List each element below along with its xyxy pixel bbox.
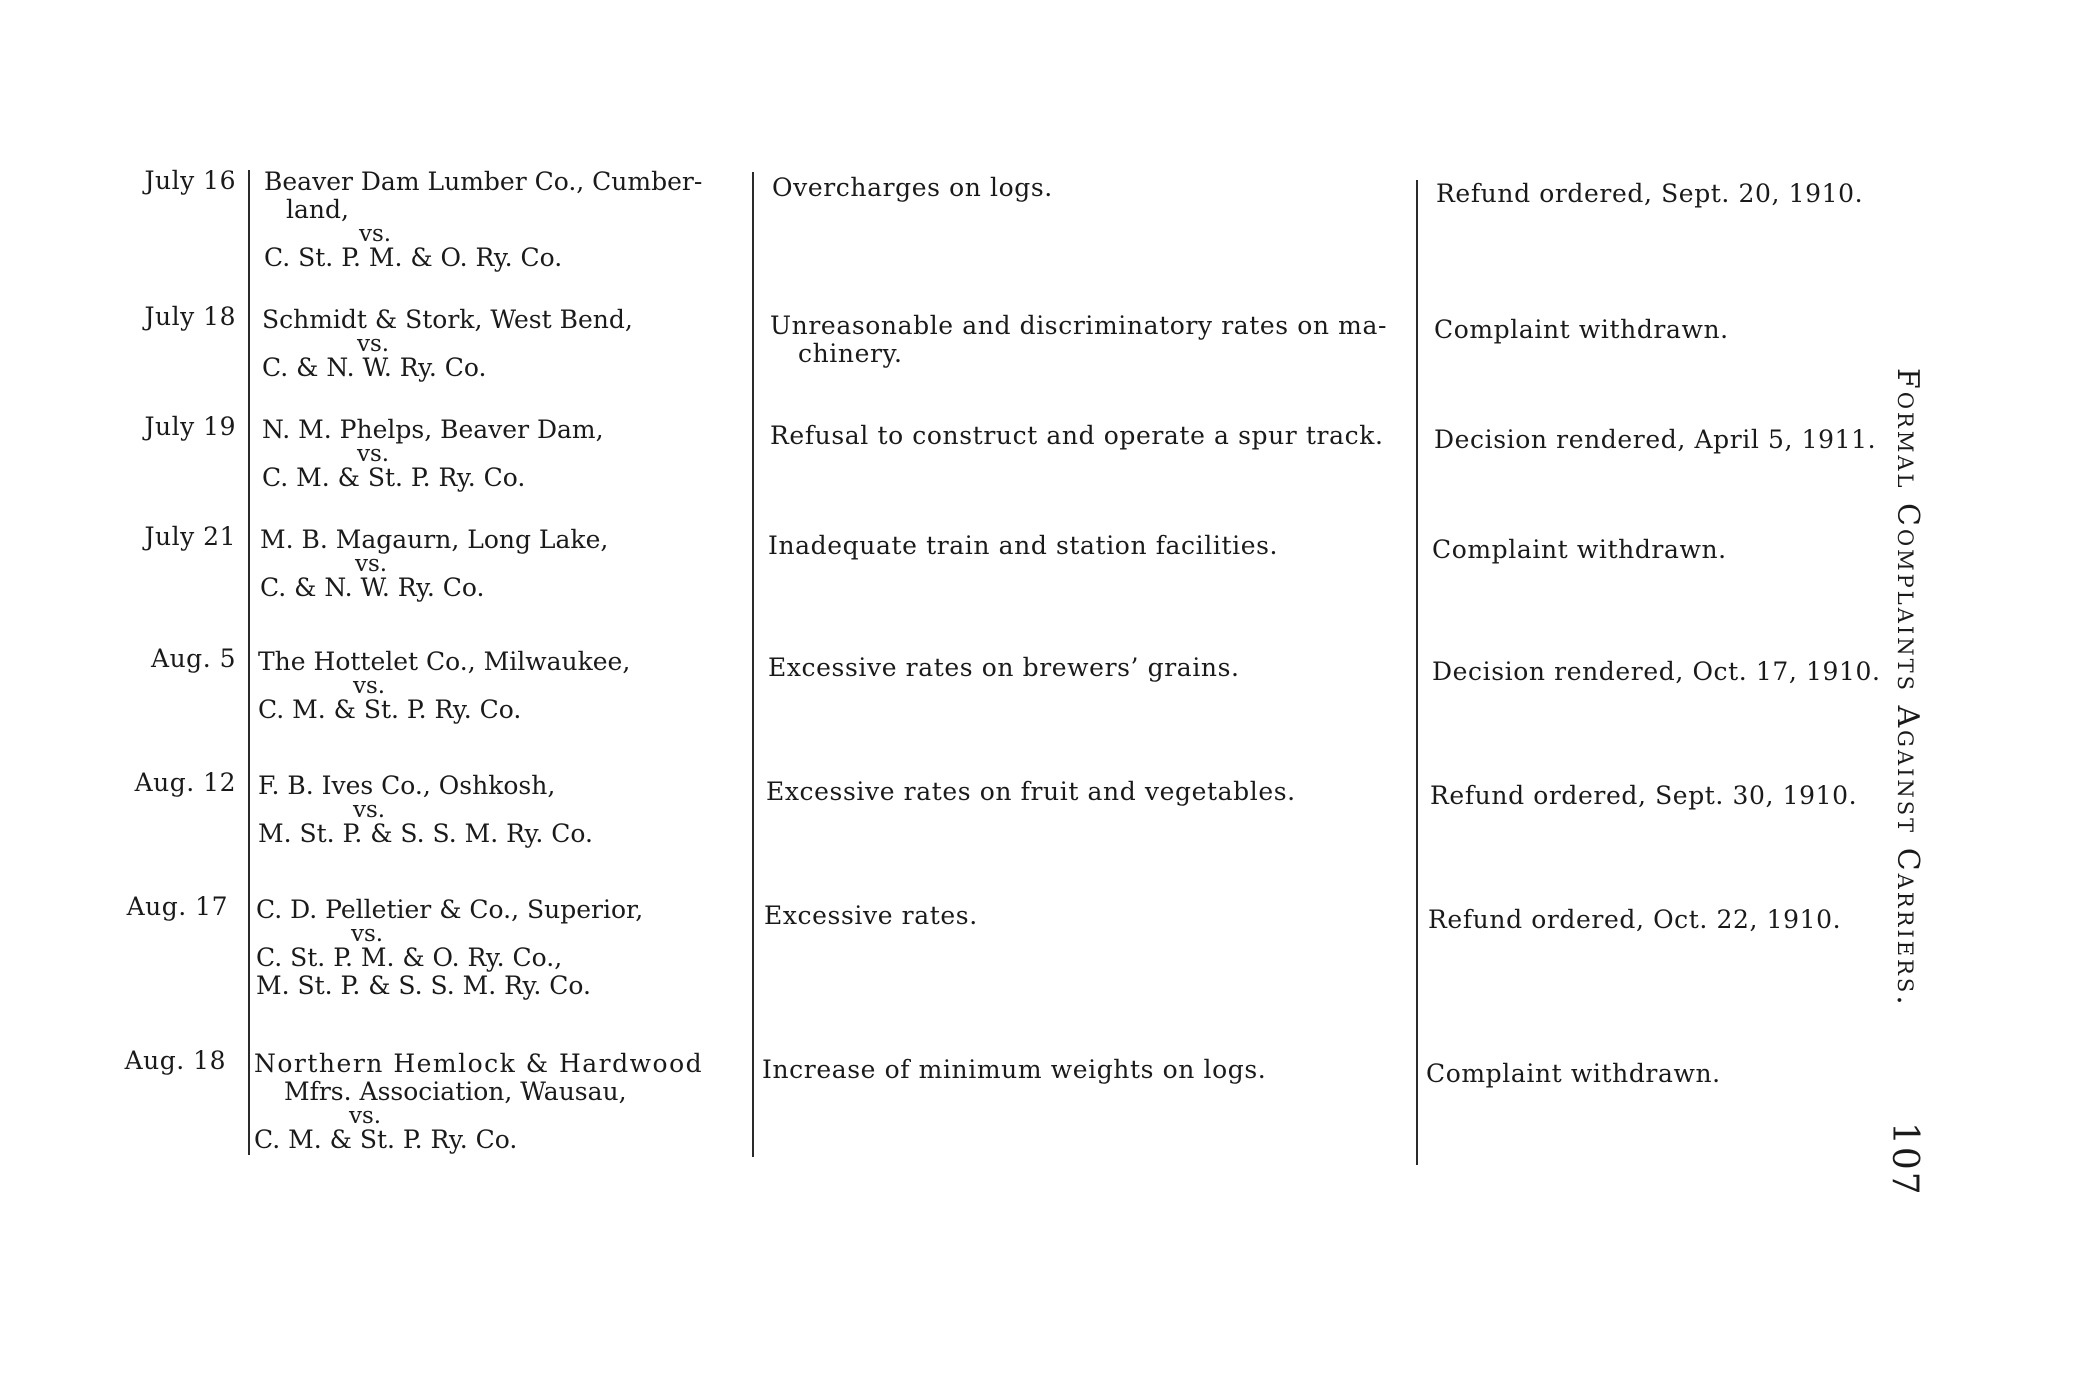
complaint-line: Excessive rates on brewers’ grains.	[768, 653, 1240, 682]
entry-complaint	[768, 532, 1408, 560]
entry-disposition: Refund ordered, Oct. 22, 1910.	[1428, 905, 1842, 934]
versus-label: vs.	[359, 221, 392, 247]
versus-label: vs.	[355, 551, 388, 577]
entry-parties	[254, 1050, 739, 1154]
entry-parties	[258, 648, 743, 724]
versus-label: vs.	[351, 921, 384, 947]
party-line: C. & N. W. Ry. Co.	[262, 353, 487, 382]
entry-parties	[260, 526, 745, 602]
entry-date: July 16	[144, 166, 236, 195]
running-head: Formal Complaints Against Carriers.	[1890, 368, 1925, 1008]
complaint-line: Inadequate train and station facilities.	[768, 531, 1279, 560]
entry-parties	[258, 772, 743, 848]
entry-complaint	[762, 1056, 1402, 1084]
party-line: Mfrs. Association, Wausau,	[284, 1077, 627, 1106]
party-line: The Hottelet Co., Milwaukee,	[258, 647, 631, 676]
complaint-line: Overcharges on logs.	[772, 173, 1053, 202]
entry-disposition: Refund ordered, Sept. 30, 1910.	[1430, 781, 1858, 810]
entry-parties	[262, 416, 747, 492]
party-line: C. St. P. M. & O. Ry. Co.	[264, 243, 563, 272]
versus-label: vs.	[353, 673, 386, 699]
entry-date: Aug. 18	[124, 1046, 226, 1075]
complaint-line: Refusal to construct and operate a spur track.	[770, 421, 1384, 450]
entry-complaint	[770, 422, 1410, 450]
complaint-line: Unreasonable and discriminatory rates on ma-	[770, 311, 1388, 340]
entry-complaint	[772, 174, 1412, 202]
column-rule-date	[248, 170, 250, 1155]
complaint-line: Increase of minimum weights on logs.	[762, 1055, 1267, 1084]
versus-label: vs.	[353, 797, 386, 823]
entry-parties	[264, 168, 749, 272]
entry-date: July 18	[144, 302, 236, 331]
party-line: Northern Hemlock & Hardwood	[254, 1049, 704, 1078]
versus-label: vs.	[357, 331, 390, 357]
column-rule-complaint	[1416, 180, 1418, 1165]
party-line: N. M. Phelps, Beaver Dam,	[262, 415, 604, 444]
entry-date: Aug. 12	[134, 768, 236, 797]
party-line: C. M. & St. P. Ry. Co.	[262, 463, 526, 492]
entry-date: Aug. 17	[126, 892, 228, 921]
complaint-line: chinery.	[798, 339, 903, 368]
entry-date: July 21	[144, 522, 236, 551]
entry-complaint	[766, 778, 1406, 806]
party-line: C. D. Pelletier & Co., Superior,	[256, 895, 644, 924]
entry-disposition: Complaint withdrawn.	[1426, 1059, 1721, 1088]
entry-disposition: Complaint withdrawn.	[1432, 535, 1727, 564]
entry-parties	[256, 896, 741, 1000]
party-line: land,	[286, 195, 349, 224]
page-number: 107	[1884, 1122, 1925, 1197]
entry-disposition: Decision rendered, April 5, 1911.	[1434, 425, 1877, 454]
entry-date: Aug. 5	[151, 644, 236, 673]
party-line: C. M. & St. P. Ry. Co.	[258, 695, 522, 724]
entry-disposition: Refund ordered, Sept. 20, 1910.	[1436, 179, 1864, 208]
versus-label: vs.	[357, 441, 390, 467]
versus-label: vs.	[349, 1103, 382, 1129]
complaint-line: Excessive rates on fruit and vegetables.	[766, 777, 1296, 806]
party-line: Schmidt & Stork, West Bend,	[262, 305, 633, 334]
entry-disposition: Decision rendered, Oct. 17, 1910.	[1432, 657, 1881, 686]
party-line: C. M. & St. P. Ry. Co.	[254, 1125, 518, 1154]
entry-parties	[262, 306, 747, 382]
complaint-line: Excessive rates.	[764, 901, 978, 930]
party-line: M. St. P. & S. S. M. Ry. Co.	[256, 971, 591, 1000]
entry-complaint	[770, 312, 1410, 368]
entry-complaint	[764, 902, 1404, 930]
party-line: F. B. Ives Co., Oshkosh,	[258, 771, 556, 800]
party-line: C. & N. W. Ry. Co.	[260, 573, 485, 602]
party-line: M. St. P. & S. S. M. Ry. Co.	[258, 819, 593, 848]
entry-complaint	[768, 654, 1408, 682]
column-rule-parties	[752, 172, 754, 1157]
party-line: C. St. P. M. & O. Ry. Co.,	[256, 943, 563, 972]
party-line: Beaver Dam Lumber Co., Cumber-	[264, 167, 703, 196]
party-line: M. B. Magaurn, Long Lake,	[260, 525, 609, 554]
entry-date: July 19	[144, 412, 236, 441]
entry-disposition: Complaint withdrawn.	[1434, 315, 1729, 344]
